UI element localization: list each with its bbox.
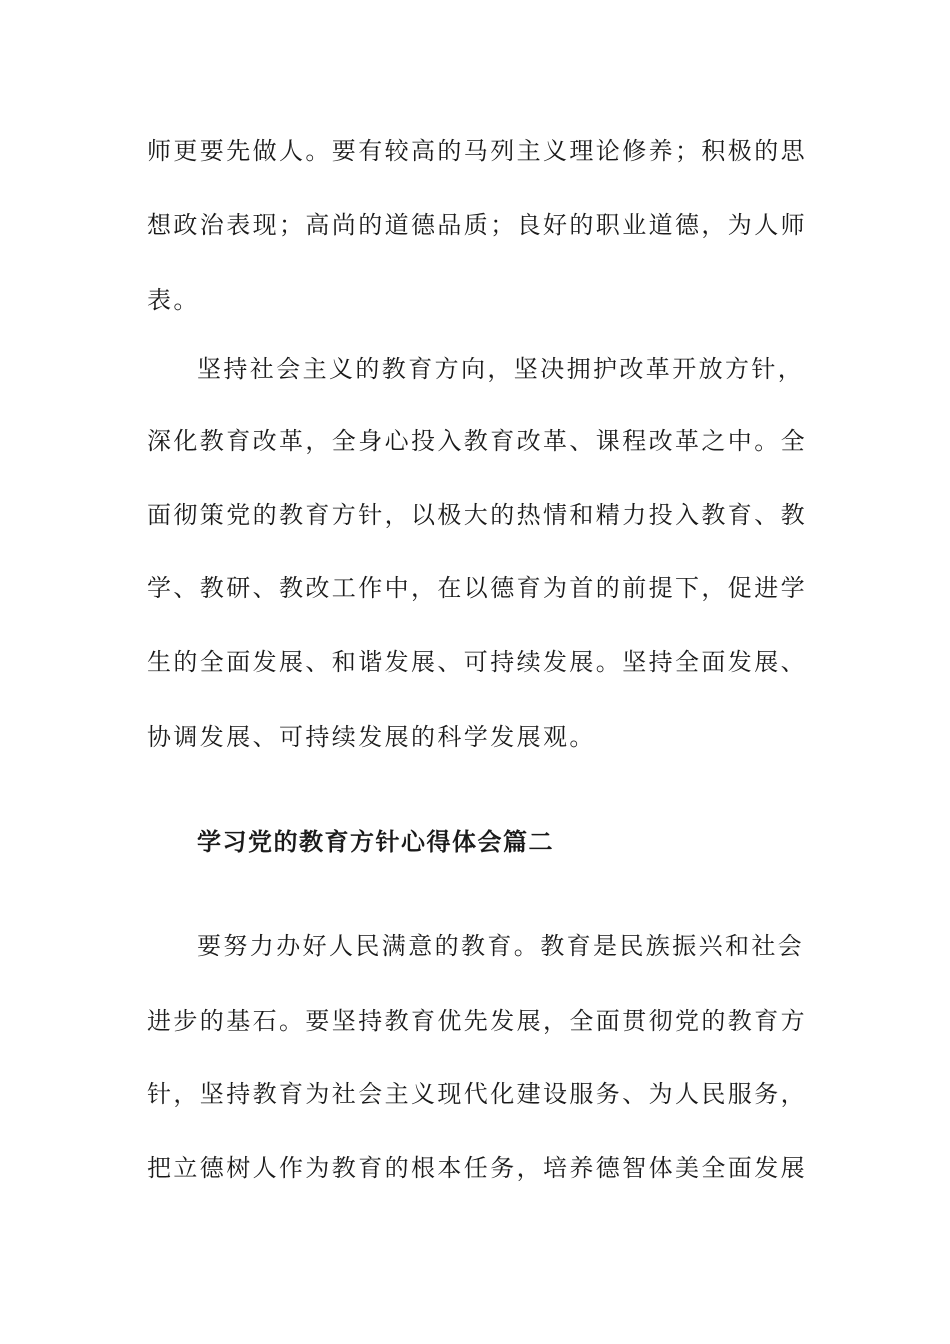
paragraph-1-line-3: 表。 [147, 286, 200, 314]
paragraph-3-line-2: 进步的基石。要坚持教育优先发展，全面贯彻党的教育方 [147, 1007, 807, 1035]
paragraph-1-line-2: 想政治表现；高尚的道德品质；良好的职业道德，为人师 [147, 211, 807, 239]
paragraph-2-line-4: 学、教研、教改工作中，在以德育为首的前提下，促进学 [147, 574, 807, 602]
section-heading: 学习党的教育方针心得体会篇二 [197, 827, 554, 856]
paragraph-2-line-1: 坚持社会主义的教育方向，坚决拥护改革开放方针， [197, 355, 805, 383]
paragraph-3-line-1: 要努力办好人民满意的教育。教育是民族振兴和社会 [197, 932, 805, 960]
paragraph-2-line-5: 生的全面发展、和谐发展、可持续发展。坚持全面发展、 [147, 648, 807, 676]
paragraph-3-line-4: 把立德树人作为教育的根本任务，培养德智体美全面发展 [147, 1154, 807, 1182]
paragraph-2-line-6: 协调发展、可持续发展的科学发展观。 [147, 723, 596, 751]
paragraph-2-line-2: 深化教育改革，全身心投入教育改革、课程改革之中。全 [147, 427, 807, 455]
paragraph-1-line-1: 师更要先做人。要有较高的马列主义理论修养；积极的思 [147, 137, 807, 165]
paragraph-3-line-3: 针，坚持教育为社会主义现代化建设服务、为人民服务， [147, 1080, 807, 1108]
paragraph-2-line-3: 面彻策党的教育方针，以极大的热情和精力投入教育、教 [147, 501, 807, 529]
